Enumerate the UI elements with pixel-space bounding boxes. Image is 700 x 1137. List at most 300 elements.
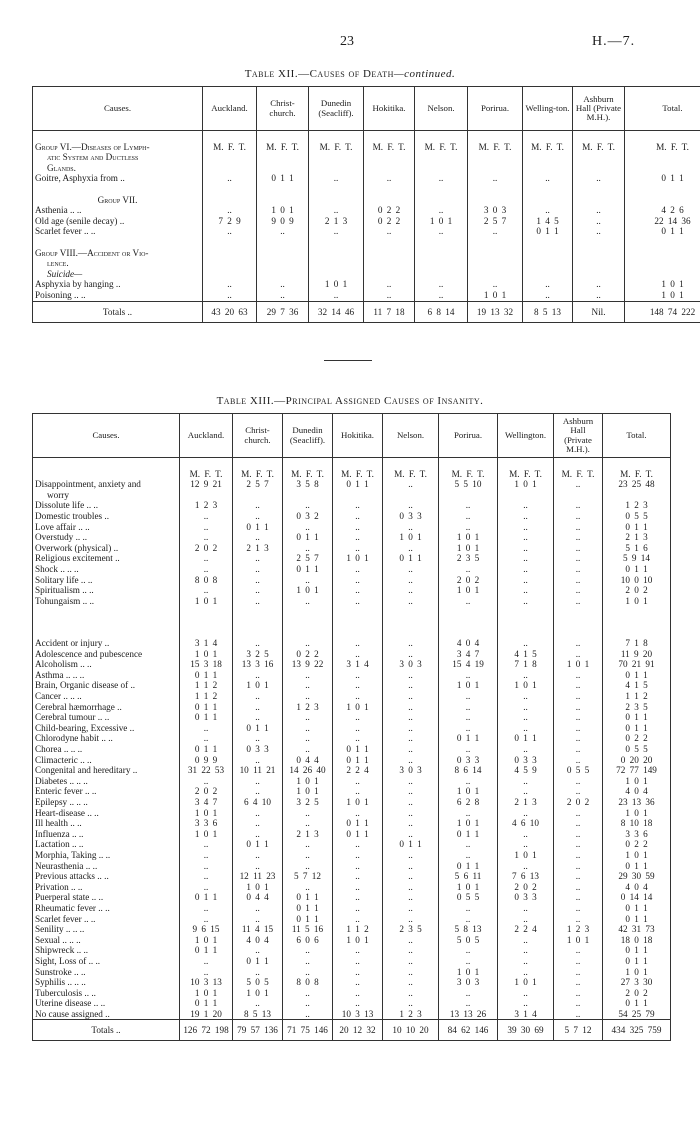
value-cell: .. (383, 850, 439, 861)
value-cell: M. F. T. (233, 469, 283, 480)
value-cell: .. (333, 998, 383, 1009)
value-cell: 0 1 1 (603, 522, 671, 533)
value-cell (309, 248, 364, 259)
value-cell: 1 1 2 (180, 680, 233, 691)
cause-label: Shock .. .. .. (33, 564, 180, 575)
value-cell: .. (554, 691, 603, 702)
value-cell: .. (439, 850, 498, 861)
value-cell: .. (554, 998, 603, 1009)
value-cell: .. (498, 691, 554, 702)
value-cell: .. (439, 500, 498, 511)
value-cell (309, 152, 364, 163)
value-cell: .. (180, 903, 233, 914)
table-row (33, 469, 671, 480)
cause-label: Shipwreck .. .. (33, 945, 180, 956)
value-cell: .. (573, 173, 625, 184)
value-cell: 11 7 18 (364, 301, 415, 322)
cause-label: Senility .. .. .. (33, 924, 180, 935)
value-cell: 0 1 1 (180, 998, 233, 1009)
value-cell: 1 0 1 (439, 882, 498, 893)
value-cell: .. (439, 988, 498, 999)
value-cell (625, 248, 700, 259)
value-cell: .. (439, 744, 498, 755)
value-cell: 1 0 1 (498, 977, 554, 988)
value-cell: .. (554, 829, 603, 840)
value-cell: .. (498, 532, 554, 543)
value-cell: M. F. T. (439, 469, 498, 480)
value-cell: .. (283, 500, 333, 511)
value-cell: .. (554, 596, 603, 607)
value-cell (233, 490, 283, 501)
value-cell: 10 10 20 (383, 1020, 439, 1041)
value-cell: 0 5 5 (554, 765, 603, 776)
value-cell: 1 0 1 (233, 988, 283, 999)
value-cell: .. (498, 511, 554, 522)
value-cell (364, 195, 415, 206)
value-cell: .. (554, 850, 603, 861)
value-cell: 1 1 2 (180, 691, 233, 702)
table-row (33, 808, 671, 819)
value-cell: .. (233, 733, 283, 744)
value-cell: .. (554, 956, 603, 967)
value-cell: 3 5 8 (283, 479, 333, 490)
value-cell: 0 3 3 (498, 892, 554, 903)
value-cell: .. (333, 575, 383, 586)
value-cell: 3 1 4 (333, 659, 383, 670)
table-row (33, 935, 671, 946)
value-cell (283, 490, 333, 501)
value-cell: 0 14 14 (603, 892, 671, 903)
value-cell: .. (364, 279, 415, 290)
value-cell: 2 0 2 (554, 797, 603, 808)
table-row (33, 163, 700, 174)
value-cell: 27 3 30 (603, 977, 671, 988)
table-row (33, 924, 671, 935)
cause-label (33, 458, 180, 469)
cause-label: Group VII. (33, 195, 203, 206)
value-cell (364, 152, 415, 163)
value-cell: 1 0 1 (439, 585, 498, 596)
value-cell (257, 131, 309, 142)
value-cell: .. (439, 564, 498, 575)
value-cell (283, 458, 333, 469)
value-cell (309, 195, 364, 206)
value-cell (364, 248, 415, 259)
table13-header-6: Porirua. (439, 414, 498, 458)
value-cell: .. (383, 723, 439, 734)
value-cell (573, 152, 625, 163)
value-cell (333, 628, 383, 639)
table-row (33, 522, 671, 533)
value-cell (309, 163, 364, 174)
value-cell (573, 163, 625, 174)
value-cell: 1 2 3 (603, 500, 671, 511)
value-cell (257, 248, 309, 259)
value-cell: .. (333, 914, 383, 925)
value-cell (383, 490, 439, 501)
value-cell: .. (383, 977, 439, 988)
value-cell: .. (383, 871, 439, 882)
value-cell (333, 617, 383, 628)
value-cell: .. (233, 564, 283, 575)
value-cell: .. (383, 892, 439, 903)
value-cell: .. (554, 914, 603, 925)
value-cell: 1 0 1 (283, 786, 333, 797)
value-cell: .. (180, 871, 233, 882)
cause-label: No cause assigned .. (33, 1009, 180, 1020)
value-cell: 20 12 32 (333, 1020, 383, 1041)
table-row (33, 797, 671, 808)
value-cell: .. (498, 988, 554, 999)
value-cell: M. F. T. (523, 142, 573, 153)
value-cell (468, 152, 523, 163)
value-cell (498, 458, 554, 469)
value-cell (625, 152, 700, 163)
value-cell: 0 1 1 (333, 818, 383, 829)
value-cell: .. (283, 945, 333, 956)
cause-label (33, 628, 180, 639)
table-row (33, 205, 700, 216)
cause-label (33, 131, 203, 142)
value-cell: .. (283, 522, 333, 533)
value-cell: .. (383, 712, 439, 723)
cause-label: Chlorodyne habit .. .. (33, 733, 180, 744)
value-cell (573, 269, 625, 280)
value-cell: .. (554, 755, 603, 766)
cause-label: Adolescence and pubescence (33, 649, 180, 660)
value-cell: 1 0 1 (498, 850, 554, 861)
value-cell: .. (283, 575, 333, 586)
value-cell: .. (498, 596, 554, 607)
value-cell: 1 0 1 (333, 797, 383, 808)
value-cell (203, 152, 257, 163)
value-cell (468, 258, 523, 269)
value-cell: .. (233, 861, 283, 872)
table-row (33, 575, 671, 586)
value-cell: 0 5 5 (603, 511, 671, 522)
value-cell (554, 628, 603, 639)
value-cell (309, 184, 364, 195)
cause-label: Rheumatic fever .. .. (33, 903, 180, 914)
value-cell: .. (203, 173, 257, 184)
value-cell: 2 0 2 (498, 882, 554, 893)
table-row (33, 269, 700, 280)
value-cell: M. F. T. (203, 142, 257, 153)
page-header (0, 34, 700, 54)
value-cell (415, 184, 468, 195)
value-cell: .. (233, 808, 283, 819)
value-cell: 2 0 2 (603, 988, 671, 999)
value-cell: 43 20 63 (203, 301, 257, 322)
table-row (33, 195, 700, 206)
value-cell: .. (283, 988, 333, 999)
value-cell: .. (283, 638, 333, 649)
value-cell: 2 5 7 (468, 216, 523, 227)
value-cell: .. (383, 744, 439, 755)
value-cell: .. (257, 290, 309, 301)
value-cell: .. (333, 871, 383, 882)
value-cell: .. (233, 596, 283, 607)
value-cell: .. (554, 511, 603, 522)
value-cell: .. (233, 702, 283, 713)
value-cell: 54 25 79 (603, 1009, 671, 1020)
value-cell (415, 152, 468, 163)
value-cell (603, 458, 671, 469)
value-cell: .. (333, 680, 383, 691)
value-cell: 2 3 5 (383, 924, 439, 935)
table-row (33, 290, 700, 301)
value-cell: 5 5 10 (439, 479, 498, 490)
value-cell (257, 237, 309, 248)
cause-label: Old age (senile decay) .. (33, 216, 203, 227)
value-cell (309, 258, 364, 269)
value-cell: 8 6 14 (439, 765, 498, 776)
value-cell: .. (523, 290, 573, 301)
value-cell: .. (498, 522, 554, 533)
value-cell: .. (283, 956, 333, 967)
value-cell: 4 0 4 (603, 786, 671, 797)
value-cell: .. (498, 744, 554, 755)
value-cell: .. (333, 850, 383, 861)
value-cell: .. (283, 691, 333, 702)
value-cell: 0 1 1 (603, 712, 671, 723)
value-cell (625, 184, 700, 195)
value-cell (364, 258, 415, 269)
table-row (33, 532, 671, 543)
value-cell (625, 163, 700, 174)
value-cell: 1 0 1 (333, 935, 383, 946)
value-cell: 4 0 4 (233, 935, 283, 946)
value-cell: 5 7 12 (283, 871, 333, 882)
cause-label (33, 469, 180, 480)
cause-label: atic System and Ductless (33, 152, 203, 163)
table-row (33, 226, 700, 237)
table-row (33, 723, 671, 734)
cause-label: Tuberculosis .. .. (33, 988, 180, 999)
value-cell: .. (333, 670, 383, 681)
page-number: 23 (340, 34, 354, 49)
value-cell: 10 3 13 (333, 1009, 383, 1020)
value-cell: .. (333, 892, 383, 903)
value-cell: 2 1 3 (233, 543, 283, 554)
value-cell: .. (383, 691, 439, 702)
value-cell: M. F. T. (468, 142, 523, 153)
cause-label: Scarlet fever .. .. (33, 226, 203, 237)
table-row (33, 670, 671, 681)
value-cell (439, 628, 498, 639)
value-cell (203, 184, 257, 195)
value-cell: .. (554, 871, 603, 882)
value-cell: 1 0 1 (439, 967, 498, 978)
value-cell (523, 152, 573, 163)
value-cell (233, 628, 283, 639)
table-row (33, 258, 700, 269)
table-row (33, 903, 671, 914)
value-cell: 0 1 1 (603, 998, 671, 1009)
value-cell: 1 0 1 (257, 205, 309, 216)
value-cell: 0 1 1 (603, 670, 671, 681)
value-cell: .. (233, 670, 283, 681)
value-cell (257, 163, 309, 174)
table13-header-2: Christ-church. (233, 414, 283, 458)
value-cell: 0 3 2 (283, 511, 333, 522)
value-cell: .. (180, 511, 233, 522)
value-cell (573, 248, 625, 259)
causes-of-death-table (32, 86, 700, 323)
value-cell: 1 0 1 (554, 659, 603, 670)
value-cell: 5 7 12 (554, 1020, 603, 1041)
value-cell: 2 1 3 (603, 532, 671, 543)
value-cell: .. (333, 903, 383, 914)
value-cell: .. (439, 808, 498, 819)
value-cell: 8 10 18 (603, 818, 671, 829)
table13-header-9: Total. (603, 414, 671, 458)
cause-label: Child-bearing, Excessive .. (33, 723, 180, 734)
value-cell (415, 237, 468, 248)
value-cell: .. (439, 522, 498, 533)
cause-label: Brain, Organic disease of .. (33, 680, 180, 691)
value-cell: 0 1 1 (498, 733, 554, 744)
value-cell: .. (233, 553, 283, 564)
value-cell: .. (233, 575, 283, 586)
cause-label: Group VI.—Diseases of Lymph- (33, 142, 203, 153)
value-cell: 0 2 2 (283, 649, 333, 660)
table13-header-8: Ashburn Hall (Private M.H.). (554, 414, 603, 458)
value-cell: .. (180, 956, 233, 967)
table-row (33, 702, 671, 713)
value-cell: .. (180, 914, 233, 925)
value-cell: 3 1 4 (498, 1009, 554, 1020)
value-cell: .. (180, 861, 233, 872)
value-cell: 6 8 14 (415, 301, 468, 322)
value-cell: 0 5 5 (439, 892, 498, 903)
table-row (33, 956, 671, 967)
value-cell (180, 606, 233, 617)
value-cell (415, 258, 468, 269)
value-cell (523, 184, 573, 195)
table12-header-1: Auckland. (203, 87, 257, 131)
value-cell: .. (498, 945, 554, 956)
value-cell: 1 2 3 (180, 500, 233, 511)
value-cell: .. (498, 564, 554, 575)
value-cell: 1 0 1 (439, 786, 498, 797)
value-cell: .. (203, 205, 257, 216)
value-cell: 0 2 2 (603, 733, 671, 744)
value-cell (364, 269, 415, 280)
value-cell: 0 1 1 (603, 956, 671, 967)
table12-header-0: Causes. (33, 87, 203, 131)
value-cell: .. (554, 638, 603, 649)
value-cell: .. (498, 543, 554, 554)
value-cell (309, 237, 364, 248)
value-cell: 12 11 23 (233, 871, 283, 882)
table-row (33, 998, 671, 1009)
value-cell (554, 617, 603, 628)
value-cell: .. (439, 511, 498, 522)
value-cell: .. (573, 226, 625, 237)
value-cell (364, 237, 415, 248)
value-cell: 0 1 1 (383, 839, 439, 850)
value-cell: 23 13 36 (603, 797, 671, 808)
value-cell: .. (383, 945, 439, 956)
table-row (33, 882, 671, 893)
table-row (33, 892, 671, 903)
cause-label: Diabetes .. .. .. (33, 776, 180, 787)
value-cell: .. (554, 553, 603, 564)
cause-label: Disappointment, anxiety and (33, 479, 180, 490)
value-cell: 0 1 1 (233, 723, 283, 734)
value-cell (603, 490, 671, 501)
value-cell (415, 195, 468, 206)
value-cell: 0 1 1 (283, 892, 333, 903)
value-cell: .. (333, 967, 383, 978)
value-cell: 1 0 1 (180, 988, 233, 999)
cause-label: Congenital and hereditary .. (33, 765, 180, 776)
value-cell: .. (383, 500, 439, 511)
value-cell: .. (498, 776, 554, 787)
table13-header-1: Auckland. (180, 414, 233, 458)
value-cell: .. (309, 205, 364, 216)
value-cell: 3 4 7 (439, 649, 498, 660)
value-cell: 4 0 4 (439, 638, 498, 649)
value-cell: .. (554, 744, 603, 755)
value-cell (283, 628, 333, 639)
cause-label: Climacteric .. .. (33, 755, 180, 766)
value-cell: .. (233, 638, 283, 649)
value-cell: .. (233, 967, 283, 978)
table-row (33, 691, 671, 702)
value-cell: M. F. T. (498, 469, 554, 480)
value-cell: 1 0 1 (439, 532, 498, 543)
value-cell: 2 3 5 (439, 553, 498, 564)
value-cell: .. (180, 723, 233, 734)
cause-label: Dissolute life .. .. (33, 500, 180, 511)
value-cell (203, 195, 257, 206)
value-cell: .. (439, 956, 498, 967)
value-cell: .. (554, 532, 603, 543)
value-cell: .. (523, 173, 573, 184)
value-cell: 13 3 16 (233, 659, 283, 670)
value-cell (283, 606, 333, 617)
value-cell: .. (283, 818, 333, 829)
value-cell: 1 0 1 (468, 290, 523, 301)
value-cell: 0 1 1 (180, 670, 233, 681)
value-cell: 0 1 1 (603, 723, 671, 734)
value-cell: M. F. T. (554, 469, 603, 480)
value-cell: 148 74 222 (625, 301, 700, 322)
value-cell: 2 0 2 (439, 575, 498, 586)
value-cell: .. (554, 786, 603, 797)
value-cell: .. (383, 861, 439, 872)
value-cell: .. (333, 723, 383, 734)
value-cell: 3 2 5 (233, 649, 283, 660)
value-cell: 1 0 1 (603, 967, 671, 978)
value-cell: .. (383, 564, 439, 575)
value-cell: .. (333, 733, 383, 744)
value-cell: .. (283, 680, 333, 691)
value-cell (468, 269, 523, 280)
value-cell: 2 0 2 (180, 543, 233, 554)
value-cell: .. (233, 691, 283, 702)
value-cell: 0 1 1 (257, 173, 309, 184)
value-cell: 1 0 1 (554, 935, 603, 946)
value-cell: .. (180, 776, 233, 787)
value-cell: .. (554, 575, 603, 586)
value-cell: .. (439, 998, 498, 1009)
value-cell: 32 14 46 (309, 301, 364, 322)
value-cell: .. (383, 575, 439, 586)
value-cell: 10 11 21 (233, 765, 283, 776)
